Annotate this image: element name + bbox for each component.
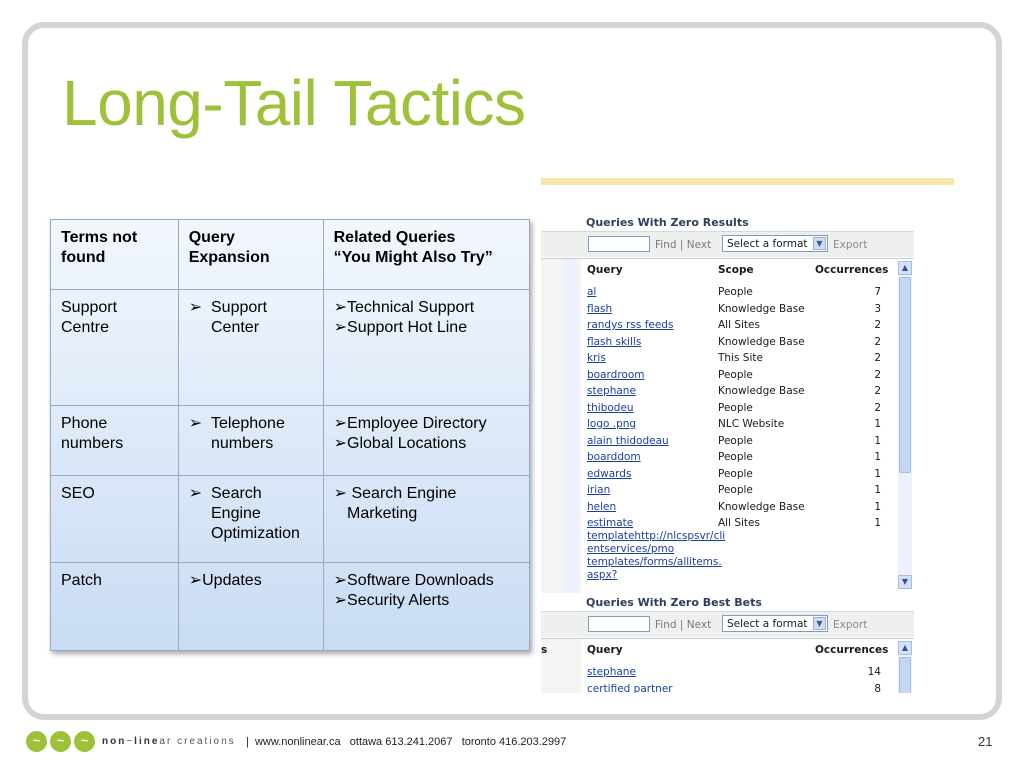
scope-cell: People xyxy=(718,286,753,298)
left-pane xyxy=(541,259,581,593)
scroll-up-icon[interactable]: ▲ xyxy=(898,641,912,655)
arrow-bullet-icon: ➢ xyxy=(333,299,348,316)
table-row xyxy=(587,435,887,452)
occurrences-cell: 2 xyxy=(874,385,881,397)
report-screenshot xyxy=(541,210,919,693)
occurrences-cell: 8 xyxy=(874,682,881,693)
scope-cell: People xyxy=(718,467,753,480)
query-link[interactable]: irian xyxy=(587,484,611,496)
ottawa-phone: ottawa 613.241.2067 xyxy=(349,736,453,748)
scope-cell: People xyxy=(718,368,753,381)
term-cell: Phone numbers xyxy=(51,406,179,476)
related-cell xyxy=(323,290,529,406)
find-next-links xyxy=(655,619,711,631)
expansion-text: Search Engine Optimization xyxy=(211,485,300,542)
occurrences-cell: 1 xyxy=(874,418,881,430)
scope-cell: Knowledge Base xyxy=(718,302,805,315)
brand-part: line xyxy=(134,736,160,747)
format-select-value: Select a format xyxy=(727,238,808,250)
query-link[interactable]: flash xyxy=(587,302,613,315)
expansion-text: Support Center xyxy=(211,299,268,336)
next-link[interactable]: Next xyxy=(686,239,712,251)
scope-cell: This Site xyxy=(718,352,763,364)
arrow-bullet-icon: ➢ xyxy=(333,319,348,336)
table-row xyxy=(587,501,887,518)
brand-name: non~linear creations xyxy=(102,736,236,747)
scope-cell: Knowledge Base xyxy=(718,335,805,348)
query-link[interactable]: al xyxy=(587,286,597,298)
occurrences-cell: 14 xyxy=(867,666,881,678)
chevron-down-icon[interactable]: ▼ xyxy=(813,237,826,250)
table-row xyxy=(587,468,887,485)
term-cell: Patch xyxy=(51,563,179,651)
arrow-bullet-icon: ➢ xyxy=(333,485,348,502)
chevron-down-icon[interactable]: ▼ xyxy=(813,617,826,630)
next-link[interactable]: Next xyxy=(686,619,712,631)
expansion-cell xyxy=(178,476,323,563)
query-link[interactable]: thibodeu xyxy=(587,401,634,414)
left-scrollbar[interactable] xyxy=(564,259,578,593)
col-scope-header[interactable]: Scope xyxy=(718,264,754,276)
query-link[interactable]: randys rss feeds xyxy=(587,319,674,331)
find-link[interactable]: Find xyxy=(655,619,677,631)
find-link[interactable]: Find xyxy=(655,239,677,251)
scope-cell: People xyxy=(718,401,753,414)
scope-cell: People xyxy=(718,484,753,496)
occurrences-cell: 2 xyxy=(874,368,881,381)
separator: | xyxy=(679,619,684,631)
page-number: 21 xyxy=(978,734,993,749)
expansion-text: Updates xyxy=(202,572,262,589)
query-link[interactable]: boardroom xyxy=(587,368,645,381)
occurrences-cell: 2 xyxy=(874,335,881,348)
scope-cell: Knowledge Base xyxy=(718,500,805,513)
scroll-up-icon[interactable]: ▲ xyxy=(898,261,912,275)
occurrences-cell: 7 xyxy=(874,286,881,298)
table-row xyxy=(51,563,530,651)
arrow-bullet-icon: ➢ xyxy=(333,572,348,589)
expansion-text: Telephone numbers xyxy=(211,415,285,452)
query-link[interactable]: entservices/pmo xyxy=(587,543,675,555)
scope-cell: All Sites xyxy=(718,517,760,529)
format-select[interactable] xyxy=(722,615,828,632)
accent-bar xyxy=(541,178,954,185)
header-related-queries xyxy=(323,220,529,290)
find-input[interactable] xyxy=(588,236,650,252)
zero-best-bets-toolbar xyxy=(541,611,914,637)
find-input[interactable] xyxy=(588,616,650,632)
expansion-cell xyxy=(178,563,323,651)
term-cell: Support Centre xyxy=(51,290,179,406)
occurrences-cell: 3 xyxy=(874,302,881,315)
query-link[interactable]: boarddom xyxy=(587,451,641,463)
query-link[interactable]: edwards xyxy=(587,467,632,480)
format-select-value: Select a format xyxy=(727,618,808,630)
related-item: Software Downloads xyxy=(347,572,494,589)
scope-cell: NLC Website xyxy=(718,418,785,430)
table-row xyxy=(51,290,530,406)
toronto-phone: toronto 416.203.2997 xyxy=(461,736,567,748)
table-row xyxy=(587,352,887,369)
occurrences-cell: 1 xyxy=(874,451,881,463)
term-cell: SEO xyxy=(51,476,179,563)
vertical-scrollbar[interactable] xyxy=(898,261,912,589)
query-link[interactable]: aspx? xyxy=(587,569,618,581)
table-header-row xyxy=(51,220,530,290)
query-link[interactable]: templates/forms/allitems. xyxy=(587,556,722,568)
related-item: Security Alerts xyxy=(347,592,450,609)
zero-results-grid xyxy=(541,258,914,592)
scroll-thumb[interactable] xyxy=(899,657,911,693)
table-row xyxy=(587,683,887,694)
occurrences-cell: 1 xyxy=(874,434,881,447)
query-link[interactable]: stephane xyxy=(587,385,636,397)
arrow-bullet-icon: ➢ xyxy=(188,299,203,316)
scope-cell: People xyxy=(718,434,753,447)
find-next-links xyxy=(655,239,711,251)
occurrences-cell: 2 xyxy=(874,352,881,364)
query-link[interactable]: logo .png xyxy=(587,418,637,430)
footer-separator: | xyxy=(246,736,249,748)
related-item: Search Engine Marketing xyxy=(347,485,461,522)
col-query-header[interactable]: Query xyxy=(587,644,623,656)
query-link[interactable]: certified partner xyxy=(587,682,673,693)
query-link[interactable]: stephane xyxy=(587,666,636,678)
arrow-bullet-icon: ➢ xyxy=(188,572,203,589)
related-item: Employee Directory xyxy=(347,415,487,432)
table-row xyxy=(587,484,887,501)
left-pane-glyph: s xyxy=(541,644,548,656)
scroll-thumb[interactable] xyxy=(899,277,911,473)
table-row xyxy=(587,369,887,386)
query-link[interactable]: helen xyxy=(587,500,617,513)
related-item: Technical Support xyxy=(347,299,475,316)
scope-cell: People xyxy=(718,451,753,463)
table-row xyxy=(51,406,530,476)
table-row xyxy=(587,336,887,353)
long-query-line xyxy=(587,569,887,582)
wave-icon: ~ xyxy=(74,731,95,752)
expansion-cell xyxy=(178,290,323,406)
long-query-line xyxy=(587,543,887,556)
tactics-table xyxy=(50,219,530,651)
separator: | xyxy=(679,239,684,251)
table-row xyxy=(587,385,887,402)
occurrences-cell: 1 xyxy=(874,500,881,513)
occurrences-cell: 2 xyxy=(874,401,881,414)
query-link[interactable]: kris xyxy=(587,352,606,364)
occurrences-cell: 1 xyxy=(874,517,881,529)
table-row xyxy=(587,418,887,435)
col-occurrences-header[interactable]: Occurrences xyxy=(815,644,889,656)
scope-cell: Knowledge Base xyxy=(718,385,805,397)
arrow-bullet-icon: ➢ xyxy=(188,415,203,432)
export-link[interactable]: Export xyxy=(833,239,868,251)
brand-logo xyxy=(26,731,95,752)
header-query-expansion: Query Expansion xyxy=(178,220,323,290)
website-link[interactable]: www.nonlinear.ca xyxy=(254,736,341,748)
occurrences-cell: 1 xyxy=(874,467,881,480)
related-cell xyxy=(323,563,529,651)
scroll-down-icon[interactable]: ▼ xyxy=(898,575,912,589)
col-query-header[interactable]: Query xyxy=(587,264,623,276)
related-item: Support Hot Line xyxy=(347,319,468,336)
expansion-cell xyxy=(178,406,323,476)
contact-info xyxy=(246,736,566,748)
arrow-bullet-icon: ➢ xyxy=(333,592,348,609)
zero-results-toolbar xyxy=(541,231,914,257)
table-row xyxy=(587,303,887,320)
vertical-scrollbar[interactable] xyxy=(898,641,912,693)
table-row xyxy=(587,319,887,336)
format-select[interactable] xyxy=(722,235,828,252)
arrow-bullet-icon: ➢ xyxy=(188,485,203,502)
table-row xyxy=(587,402,887,419)
related-cell xyxy=(323,406,529,476)
occurrences-cell: 1 xyxy=(874,484,881,496)
query-link[interactable]: alain thidodeau xyxy=(587,434,669,447)
zero-results-title: Queries With Zero Results xyxy=(586,216,749,229)
occurrences-cell: 2 xyxy=(874,319,881,331)
query-link[interactable]: flash skills xyxy=(587,335,642,348)
arrow-bullet-icon: ➢ xyxy=(333,415,348,432)
table-row xyxy=(587,666,887,683)
table-row xyxy=(587,286,887,303)
header-related-line2: “You Might Also Try” xyxy=(333,249,493,266)
scope-cell: All Sites xyxy=(718,319,760,331)
slide-footer xyxy=(0,726,1024,762)
wave-icon: ~ xyxy=(50,731,71,752)
query-link[interactable]: templatehttp://nlcspsvr/cli xyxy=(587,530,726,542)
left-pane xyxy=(541,639,581,693)
slide-title: Long-Tail Tactics xyxy=(62,67,526,139)
long-query-line xyxy=(587,556,887,569)
wave-icon: ~ xyxy=(26,731,47,752)
query-link[interactable]: estimate xyxy=(587,517,634,529)
table-row xyxy=(587,451,887,468)
brand-part: ar creations xyxy=(159,736,236,747)
related-item: Global Locations xyxy=(347,435,467,452)
long-query-line xyxy=(587,530,887,543)
zero-best-bets-title: Queries With Zero Best Bets xyxy=(586,596,762,609)
col-occurrences-header[interactable]: Occurrences xyxy=(815,264,889,276)
export-link[interactable]: Export xyxy=(833,619,868,631)
related-cell xyxy=(323,476,529,563)
table-row xyxy=(51,476,530,563)
header-terms-not-found: Terms not found xyxy=(51,220,179,290)
header-related-line1: Related Queries xyxy=(333,229,456,246)
zero-best-bets-grid xyxy=(541,638,914,693)
arrow-bullet-icon: ➢ xyxy=(333,435,348,452)
brand-part: non xyxy=(102,736,127,747)
